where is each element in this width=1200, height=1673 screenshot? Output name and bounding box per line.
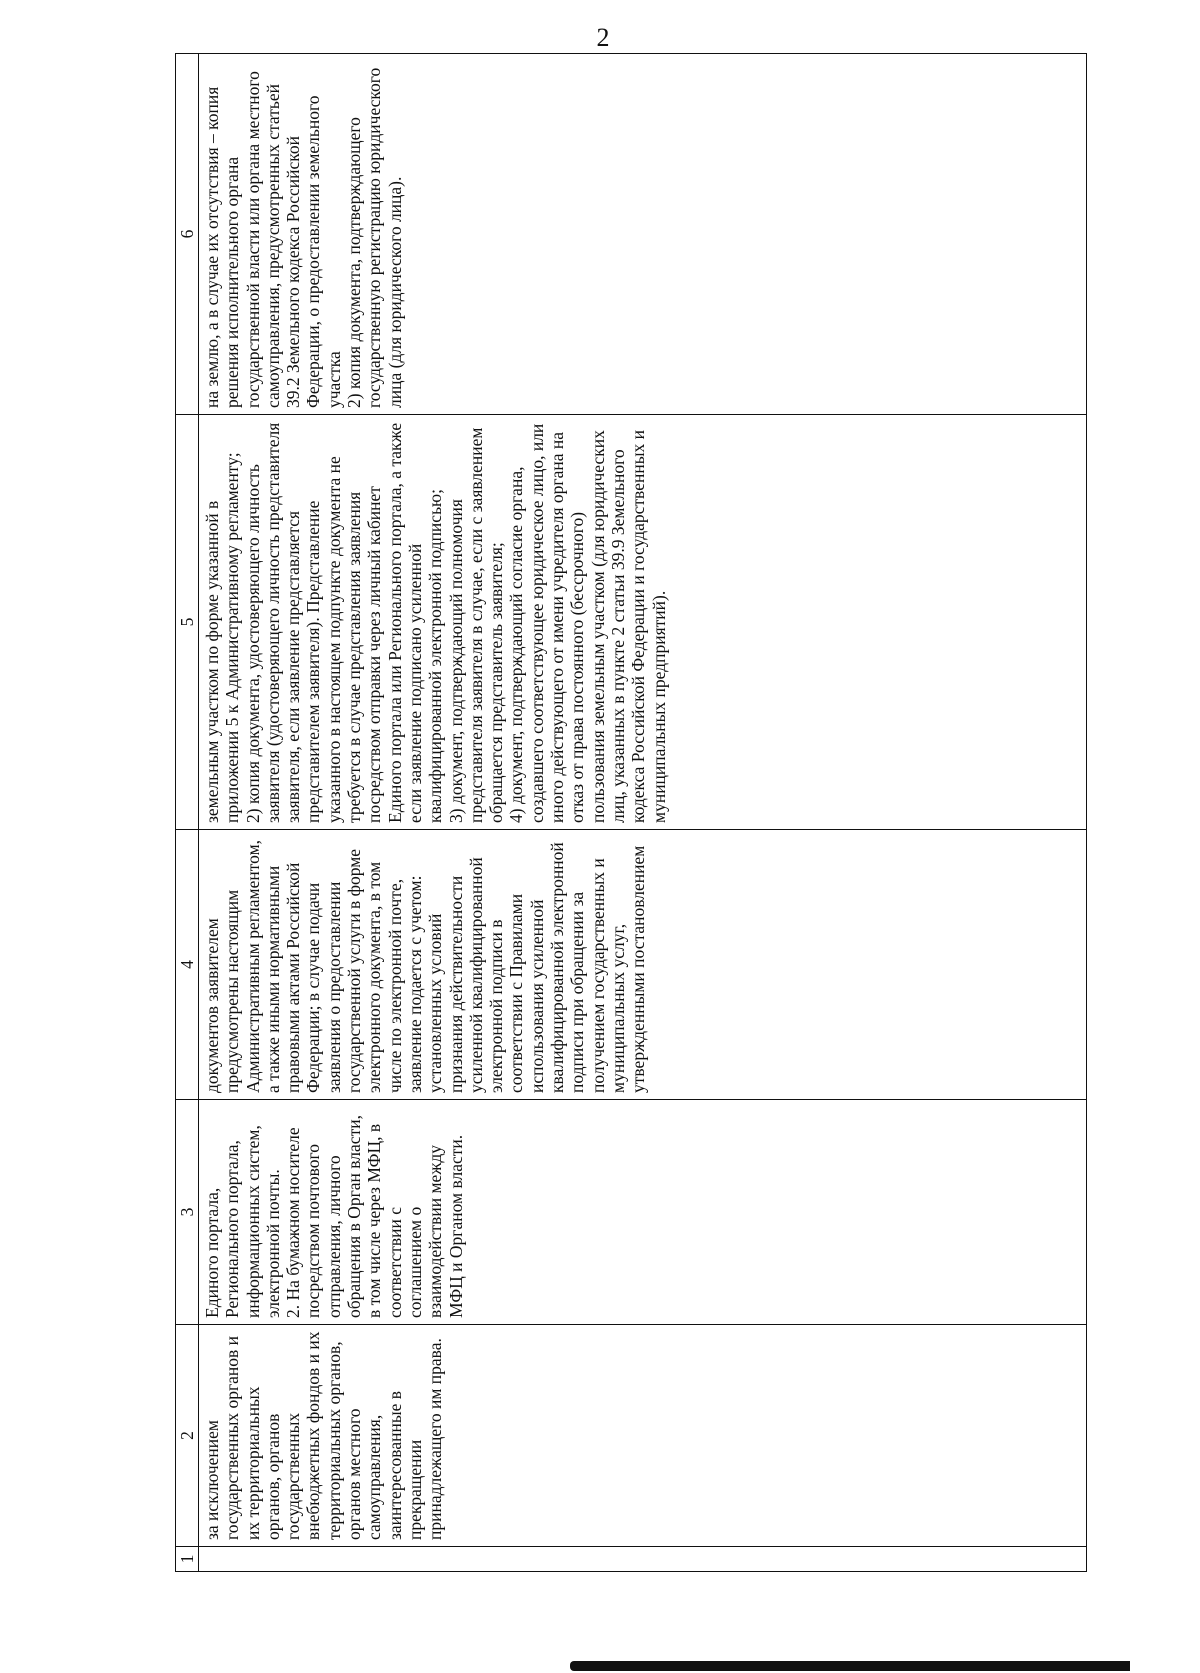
header-col-6: 6 [176,54,199,415]
rotated-table-container [175,54,1087,1572]
header-col-4: 4 [176,830,199,1100]
header-col-1: 1 [176,1547,199,1572]
table-header-row [176,54,199,1572]
cell-col-3: Единого портала, Регионального портала, информационных систем, электронной почты. 2. На бумажном носителе посредством почтового отправления, личного обращения в Орган власти, в том числе через МФЦ, в соответствии с соглашением о взаимодействии между МФЦ и Органом власти. [199,1100,1087,1325]
cell-col-1 [199,1547,1087,1572]
header-col-5: 5 [176,415,199,830]
document-table [175,53,1087,1572]
cell-col-6: на землю, а в случае их отсутствия – копия решения исполнительного органа государственной власти или органа местного самоуправления, предусмотренных статьей 39.2 Земельного кодекса Российской Федерации, о предоставлении земельного участка 2) копия документа, подтверждающего государственную регистрацию юридического лица (для юридического лица). [199,54,1087,415]
cell-col-4: документов заявителем предусмотрены настоящим Административным регламентом, а также иными нормативными правовыми актами Российской Федерации; в случае подачи заявления о предоставлении государственной услуги в форме электронного документа, в том числе по электронной почте, заявление подается с учетом: установленных условий признания действительности усиленной квалифицированной электронной подписи в соответствии с Правилами использования усиленной квалифицированной электронной подписи при обращении за получением государственных и муниципальных услуг, утвержденными постановлением [199,830,1087,1100]
page-number: 2 [596,23,610,52]
header-col-2: 2 [176,1325,199,1547]
cell-col-2: за исключением государственных органов и их территориальных органов, органов государственных внебюджетных фондов и их территориальных органов, органов местного самоуправления, заинтересованные в прекращении принадлежащего им права. [199,1325,1087,1547]
header-col-3: 3 [176,1100,199,1325]
table-row [199,54,1087,1572]
scan-edge-bar [570,1661,1130,1671]
cell-col-5: земельным участком по форме указанной в приложении 5 к Административному регламенту; 2) копия документа, удостоверяющего личность заявителя (удостоверяющего личность представителя заявителя, если заявление представляется представителем заявителя). Представление указанного в настоящем подпункте документа не требуется в случае представления заявления посредством отправки через личный кабинет Единого портала или Регионального портала, а также если заявление подписано усиленной квалифицированной электронной подписью; 3) документ, подтверждающий полномочия представителя заявителя в случае, если с заявлением обращается представитель заявителя; 4) документ, подтверждающий согласие органа, создавшего соответствующее юридическое лицо, или иного действующего от имени учредителя органа на отказ от права постоянного (бессрочного) пользования земельным участком (для юридических лиц, указанных в пункте 2 статьи 39.9 Земельного кодекса Российской Федерации и государственных и муниципальных предприятий). [199,415,1087,830]
